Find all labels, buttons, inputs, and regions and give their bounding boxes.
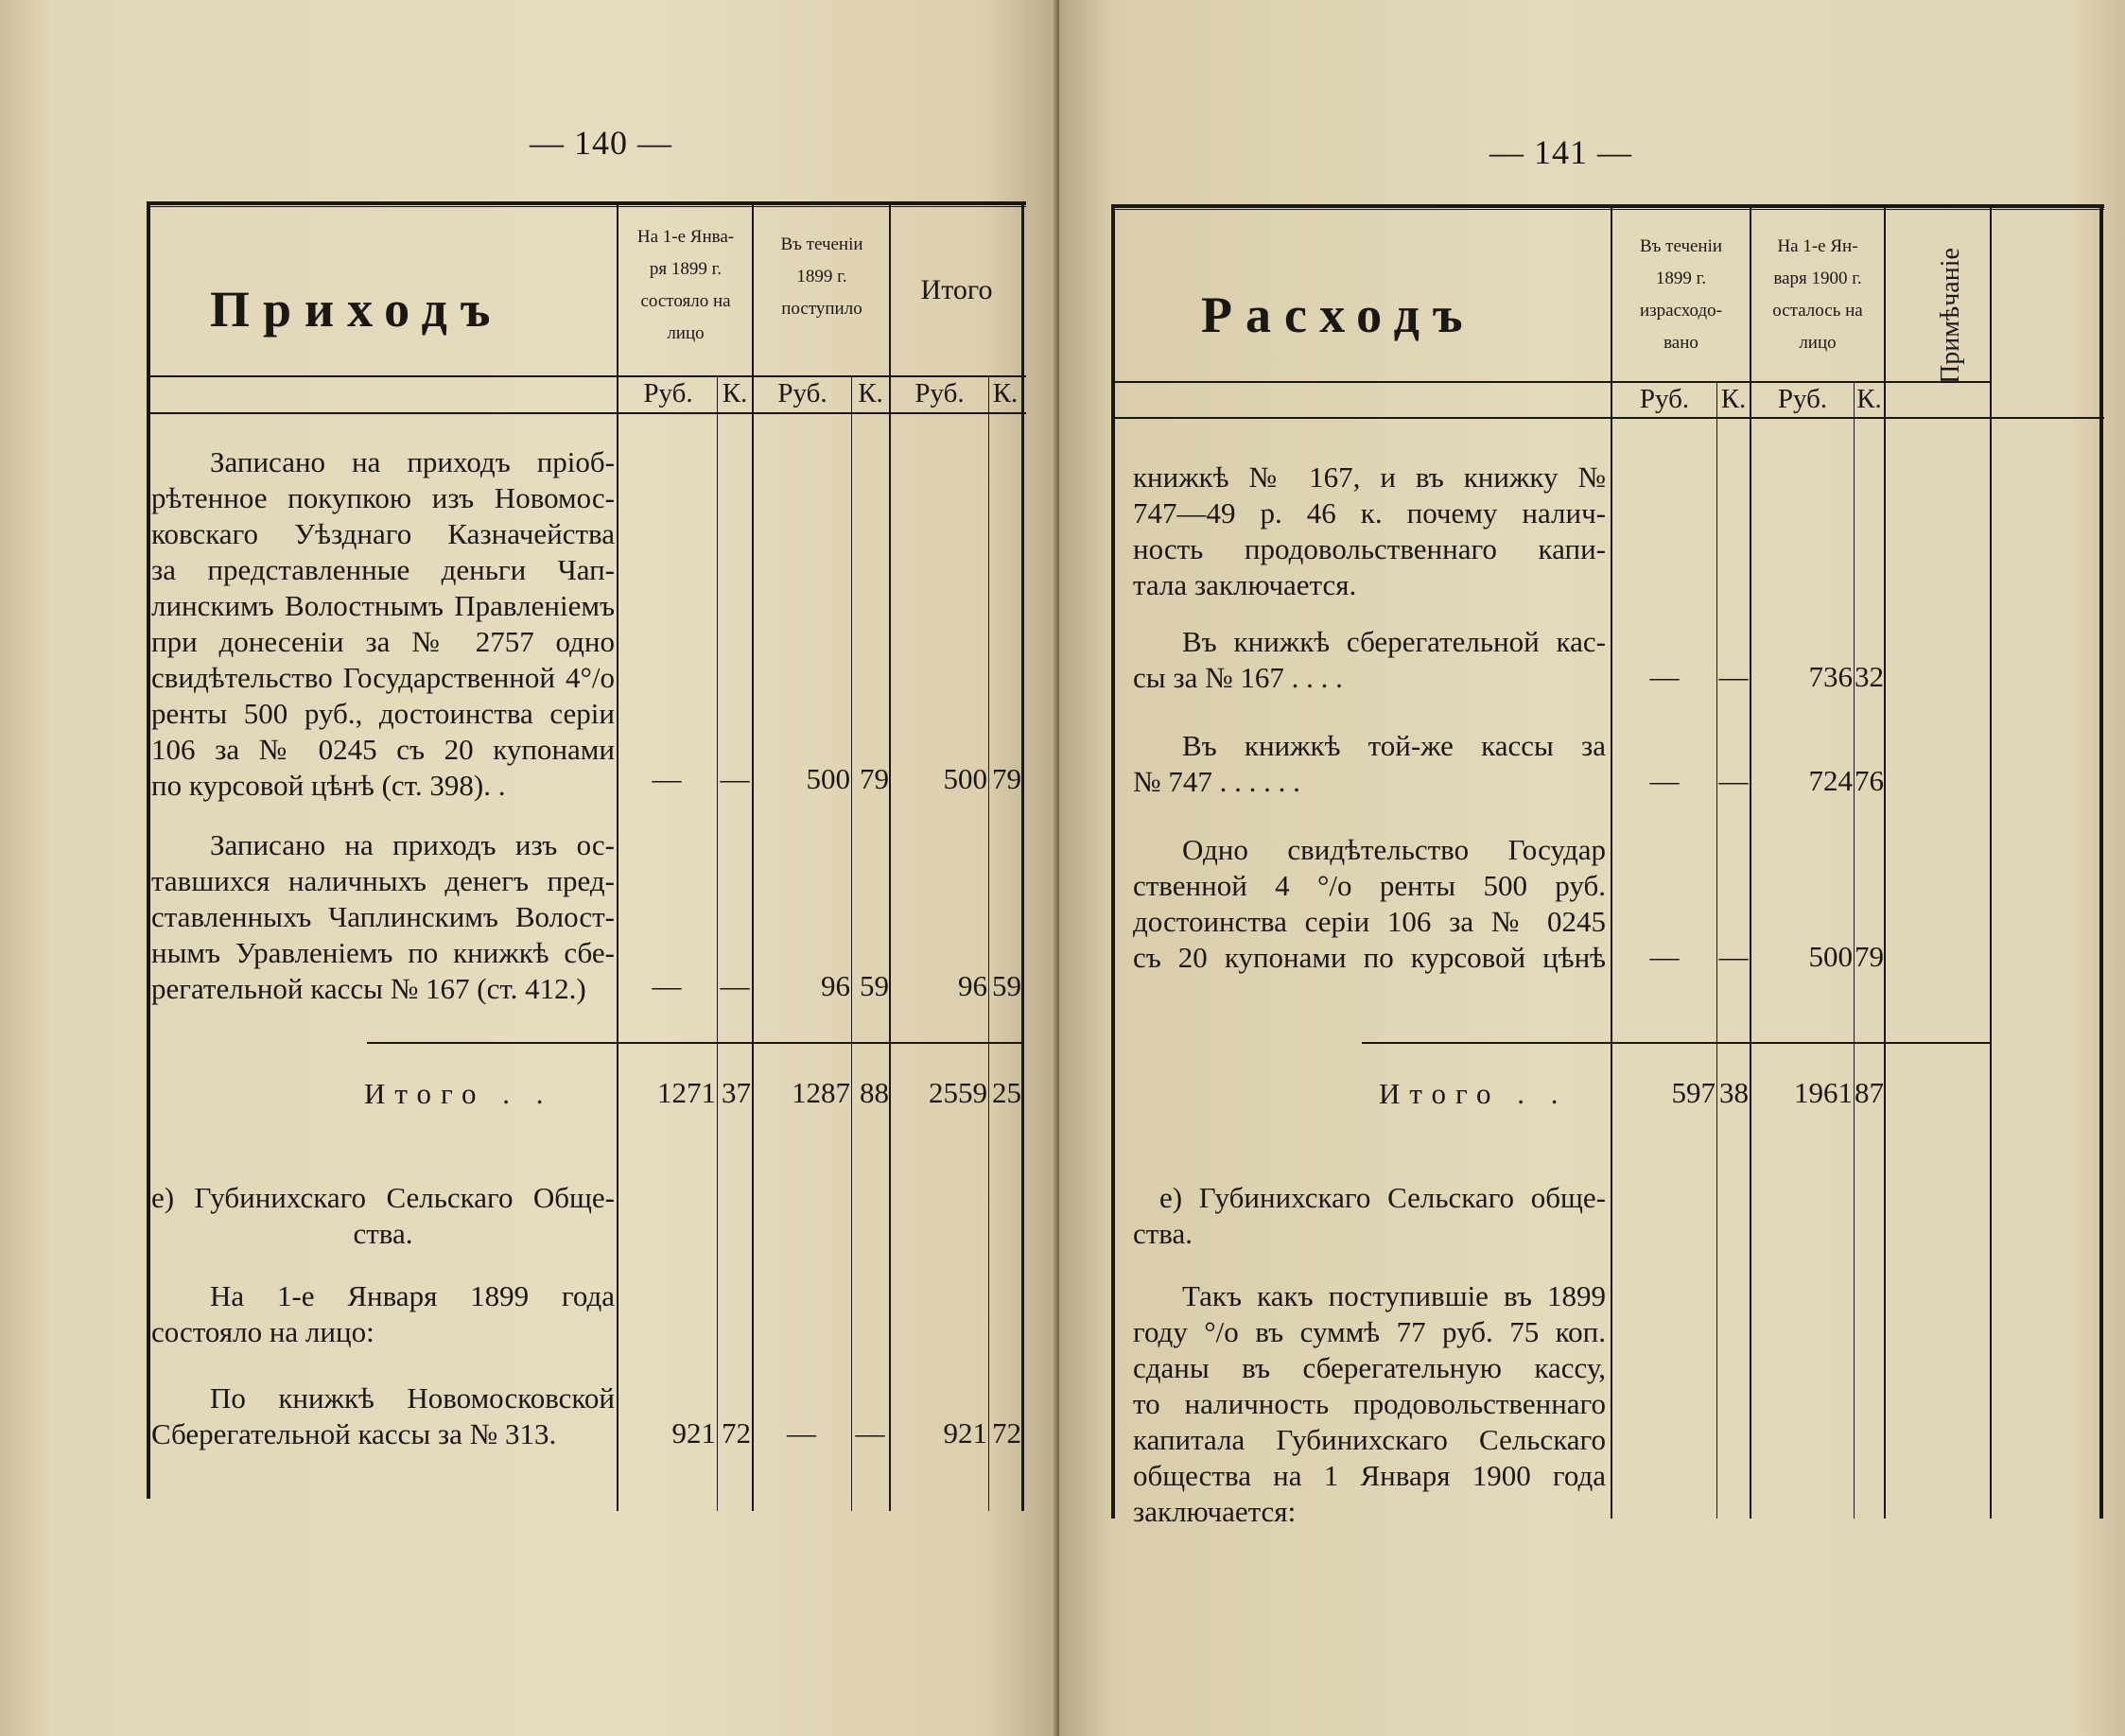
kop-divider xyxy=(988,376,989,1511)
value: 76 xyxy=(1855,764,1884,797)
value: — xyxy=(855,1416,885,1450)
continued-text: книжкѣ № 167, и въ книжку № 747—49 р. 46 к. почему налич- ность продовольственнаго капи- тала заключается. xyxy=(1133,460,1606,601)
col-divider xyxy=(1990,204,1992,1519)
value: 59 xyxy=(860,969,889,1002)
unit-rub: Руб. xyxy=(1639,384,1690,414)
table-top-rule xyxy=(1111,204,2104,208)
value: 79 xyxy=(992,762,1021,795)
total-value: 597 xyxy=(1671,1076,1716,1109)
total-value: 88 xyxy=(860,1076,889,1109)
section-e-heading: е) Губинихскаго Сельскаго обще- ства. xyxy=(1133,1181,1606,1250)
unit-kop: К. xyxy=(1720,384,1747,414)
unit-kop: К. xyxy=(858,378,883,408)
header-jan-1900: На 1-е Ян- варя 1900 г. осталось на лицо xyxy=(1772,236,1863,353)
value: — xyxy=(652,762,682,795)
header-total: Итого xyxy=(920,274,993,305)
table-left-border xyxy=(1111,204,1115,1519)
value: 96 xyxy=(821,969,850,1002)
unit-rub: Руб. xyxy=(643,378,693,408)
unit-rub: Руб. xyxy=(777,378,827,408)
value: — xyxy=(1649,660,1680,693)
col-divider xyxy=(617,201,618,1511)
total-rule xyxy=(367,1042,1021,1044)
kop-divider xyxy=(1716,382,1717,1519)
kop-divider xyxy=(717,376,718,1511)
unit-kop: К. xyxy=(992,378,1019,408)
table-top-rule xyxy=(147,201,1026,205)
value: 59 xyxy=(992,969,1021,1002)
savings-book-313: По книжкѣ Новомосковской Сберегательной кассы за № 313. xyxy=(151,1381,615,1450)
total-value: 1271 xyxy=(657,1076,716,1109)
total-value: 38 xyxy=(1719,1076,1749,1109)
page-number-right: — 141 — xyxy=(1489,133,1632,171)
total-value: 1961 xyxy=(1794,1076,1853,1109)
value: 96 xyxy=(958,969,987,1002)
unit-rub: Руб. xyxy=(1777,384,1828,414)
kop-divider xyxy=(851,376,852,1511)
total-value: 1287 xyxy=(792,1076,850,1109)
value: — xyxy=(1718,940,1749,973)
right-page xyxy=(1059,0,2125,1736)
total-value: 87 xyxy=(1855,1076,1884,1109)
entry-remaining-cash: Записано на приходъ изъ ос- тавшихся наличныхъ денегъ пред- ставленныхъ Чаплинскимъ Волост- нымъ Уравленіемъ по книжкѣ сбе- регательной кассы № 167 (ст. 412.) xyxy=(151,828,615,1005)
header-bottom-rule xyxy=(147,412,1026,414)
unit-rub: Руб. xyxy=(914,378,965,408)
header-jan-1899: На 1-е Янва- ря 1899 г. состояло на лицо xyxy=(636,227,735,343)
value: 921 xyxy=(943,1416,987,1450)
value: — xyxy=(652,969,682,1002)
value: 921 xyxy=(671,1416,716,1450)
total-value: 25 xyxy=(992,1076,1021,1109)
total-value: 2559 xyxy=(929,1076,987,1109)
income-title: Приходъ xyxy=(210,281,504,338)
total-label: Итого . . xyxy=(364,1077,553,1110)
unit-kop: К. xyxy=(1856,384,1882,414)
entry-purchase-certificate: Записано на приходъ пріоб- рѣтенное покупкою изъ Новомос- ковскаго Уѣзднаго Казначейства за представленные деньги Чап- линскимъ Волостнымъ Правленіемъ при донесеніи за № 2757 одно свидѣтельство Государственной 4°/о ренты 500 руб., достоинства серіи 106 за № 0245 съ 20 купонами по курсовой цѣнѣ (ст. 398). . xyxy=(151,445,615,802)
value: 79 xyxy=(860,762,889,795)
header-mid-rule xyxy=(1111,381,1991,383)
value: — xyxy=(1649,940,1680,973)
item-book-747: Въ книжкѣ той-же кассы за № 747 . . . . . . xyxy=(1133,729,1606,798)
table-left-border xyxy=(147,201,150,1499)
total-value: 37 xyxy=(722,1076,751,1109)
page-number-left: — 140 — xyxy=(530,124,672,162)
table-right-border xyxy=(2099,204,2103,1519)
left-page xyxy=(0,0,1059,1736)
value: 500 xyxy=(943,762,987,795)
table-right-border xyxy=(1021,201,1024,1511)
table-top-rule-thin xyxy=(1111,209,2104,210)
table-top-rule-thin xyxy=(147,206,1026,207)
col-divider xyxy=(1884,204,1886,1519)
value: 724 xyxy=(1808,764,1853,797)
final-note: Такъ какъ поступившіе въ 1899 году °/о въ суммѣ 77 руб. 75 коп. сданы въ сберегательную кассу, то наличность продовольственнаго капитала Губинихскаго Сельскаго общества на 1 Января 1900 года заключается: xyxy=(1133,1279,1606,1528)
header-mid-rule xyxy=(147,375,1026,377)
header-spent-1899: Въ теченіи 1899 г. израсходо- вано xyxy=(1639,236,1723,353)
unit-kop: К. xyxy=(722,378,748,408)
item-rent-certificate: Одно свидѣтельство Государ ственной 4 °/о ренты 500 руб. достоинства серіи 106 за № 0245 съ 20 купонами по курсовой цѣнѣ xyxy=(1133,833,1606,974)
total-rule xyxy=(1362,1042,1991,1044)
total-label: Итого . . xyxy=(1379,1077,1568,1110)
item-book-167: Въ книжкѣ сберегательной кас- сы за № 167 . . . . xyxy=(1133,625,1606,694)
expense-title: Расходъ xyxy=(1201,286,1476,343)
jan-1899-heading: На 1-е Января 1899 года состояло на лицо: xyxy=(151,1279,615,1348)
value: — xyxy=(787,1416,816,1450)
section-e-heading: е) Губинихскаго Сельскаго Обще- ства. xyxy=(151,1181,615,1250)
header-bottom-rule xyxy=(1111,417,2104,419)
value: 72 xyxy=(722,1416,751,1450)
value: — xyxy=(1718,764,1749,797)
header-note: Примѣчаніе xyxy=(1936,248,1965,384)
value: 72 xyxy=(992,1416,1021,1450)
header-during-1899: Въ теченіи 1899 г. поступило xyxy=(780,234,863,319)
value: 79 xyxy=(1855,940,1884,973)
value: — xyxy=(720,969,750,1002)
value: — xyxy=(720,762,750,795)
value: 32 xyxy=(1855,660,1884,693)
value: 736 xyxy=(1808,660,1853,693)
value: — xyxy=(1718,660,1749,693)
value: 500 xyxy=(806,762,850,795)
value: — xyxy=(1649,764,1680,797)
value: 500 xyxy=(1808,940,1853,973)
